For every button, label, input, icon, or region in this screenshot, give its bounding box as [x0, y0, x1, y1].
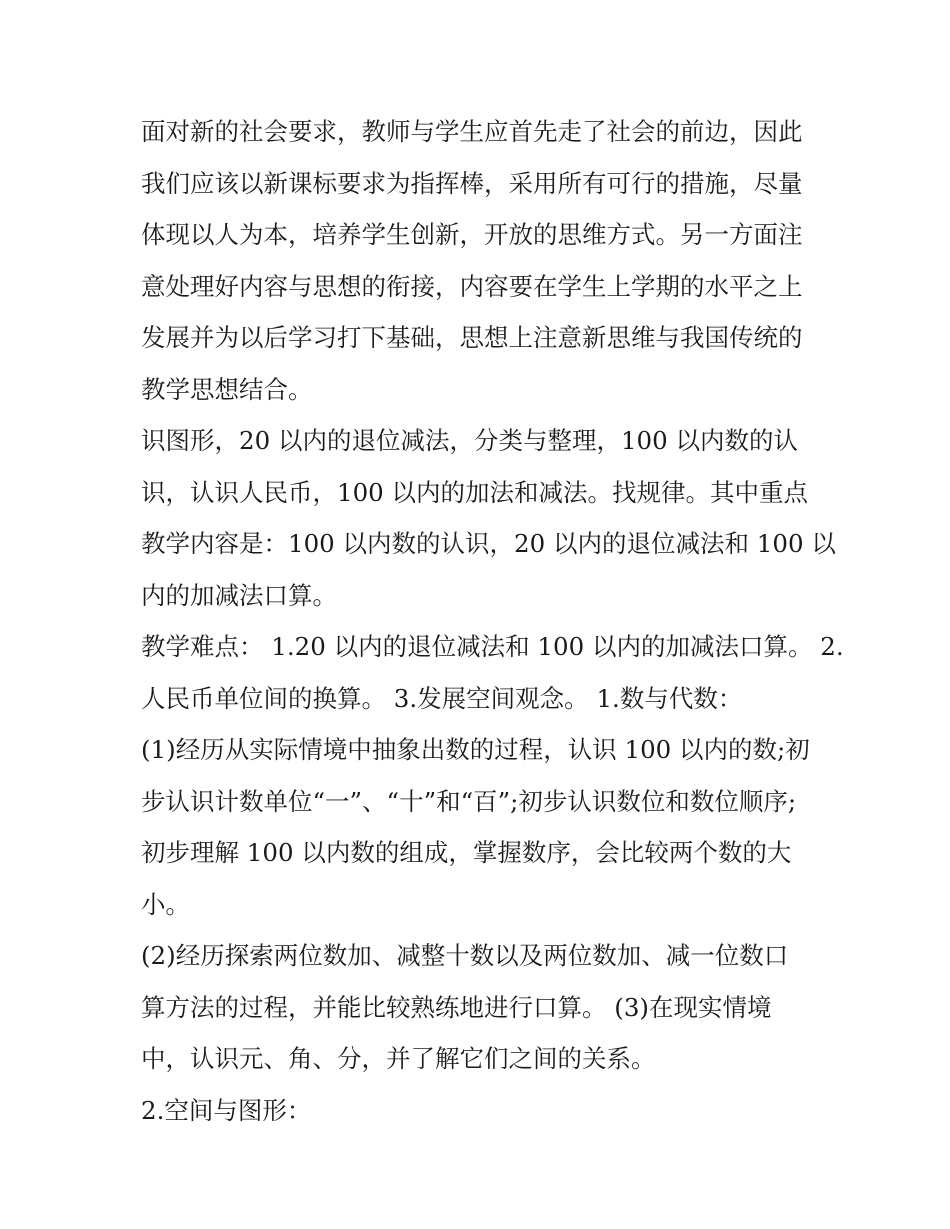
text-line: 教学内容是：100 以内数的认识，20 以内的退位减法和 100 以	[141, 529, 836, 558]
text-line: 意处理好内容与思想的衔接，内容要在学生上学期的水平之上	[141, 271, 803, 301]
text-line: 教学思想结合。	[141, 374, 313, 404]
text-line: 2.空间与图形：	[141, 1095, 312, 1125]
text-line: 面对新的社会要求，教师与学生应首先走了社会的前边，因此	[141, 117, 803, 146]
text-line: 算方法的过程，并能比较熟练地进行口算。 (3)在现实情境	[141, 992, 772, 1022]
text-line: (2)经历探索两位数加、减整十数以及两位数加、减一位数口	[141, 941, 789, 970]
document-body	[141, 106, 844, 1136]
text-line: 小。	[141, 889, 190, 919]
text-line: 人民币单位间的换算。 3.发展空间观念。 1.数与代数：	[141, 683, 743, 713]
text-line: 我们应该以新课标要求为指挥棒，采用所有可行的措施，尽量	[141, 168, 803, 198]
text-line: 中，认识元、角、分，并了解它们之间的关系。	[141, 1044, 656, 1073]
text-line: 步认识计数单位“一”、“十”和“百”;初步认识数位和数位顺序;	[141, 786, 797, 816]
text-line: 教学难点： 1.20 以内的退位减法和 100 以内的加减法口算。 2.	[141, 632, 844, 661]
text-line: 发展并为以后学习打下基础，思想上注意新思维与我国传统的	[141, 323, 803, 352]
text-line: 识，认识人民币，100 以内的加法和减法。找规律。其中重点	[141, 477, 809, 507]
text-line: 内的加减法口算。	[141, 580, 337, 610]
text-line: 初步理解 100 以内数的组成，掌握数序，会比较两个数的大	[141, 838, 792, 867]
text-line: 体现以人为本，培养学生创新，开放的思维方式。另一方面注	[141, 220, 803, 249]
text-line: (1)经历从实际情境中抽象出数的过程，认识 100 以内的数;初	[141, 735, 810, 764]
text-line: 识图形，20 以内的退位减法，分类与整理，100 以内数的认	[141, 426, 799, 455]
